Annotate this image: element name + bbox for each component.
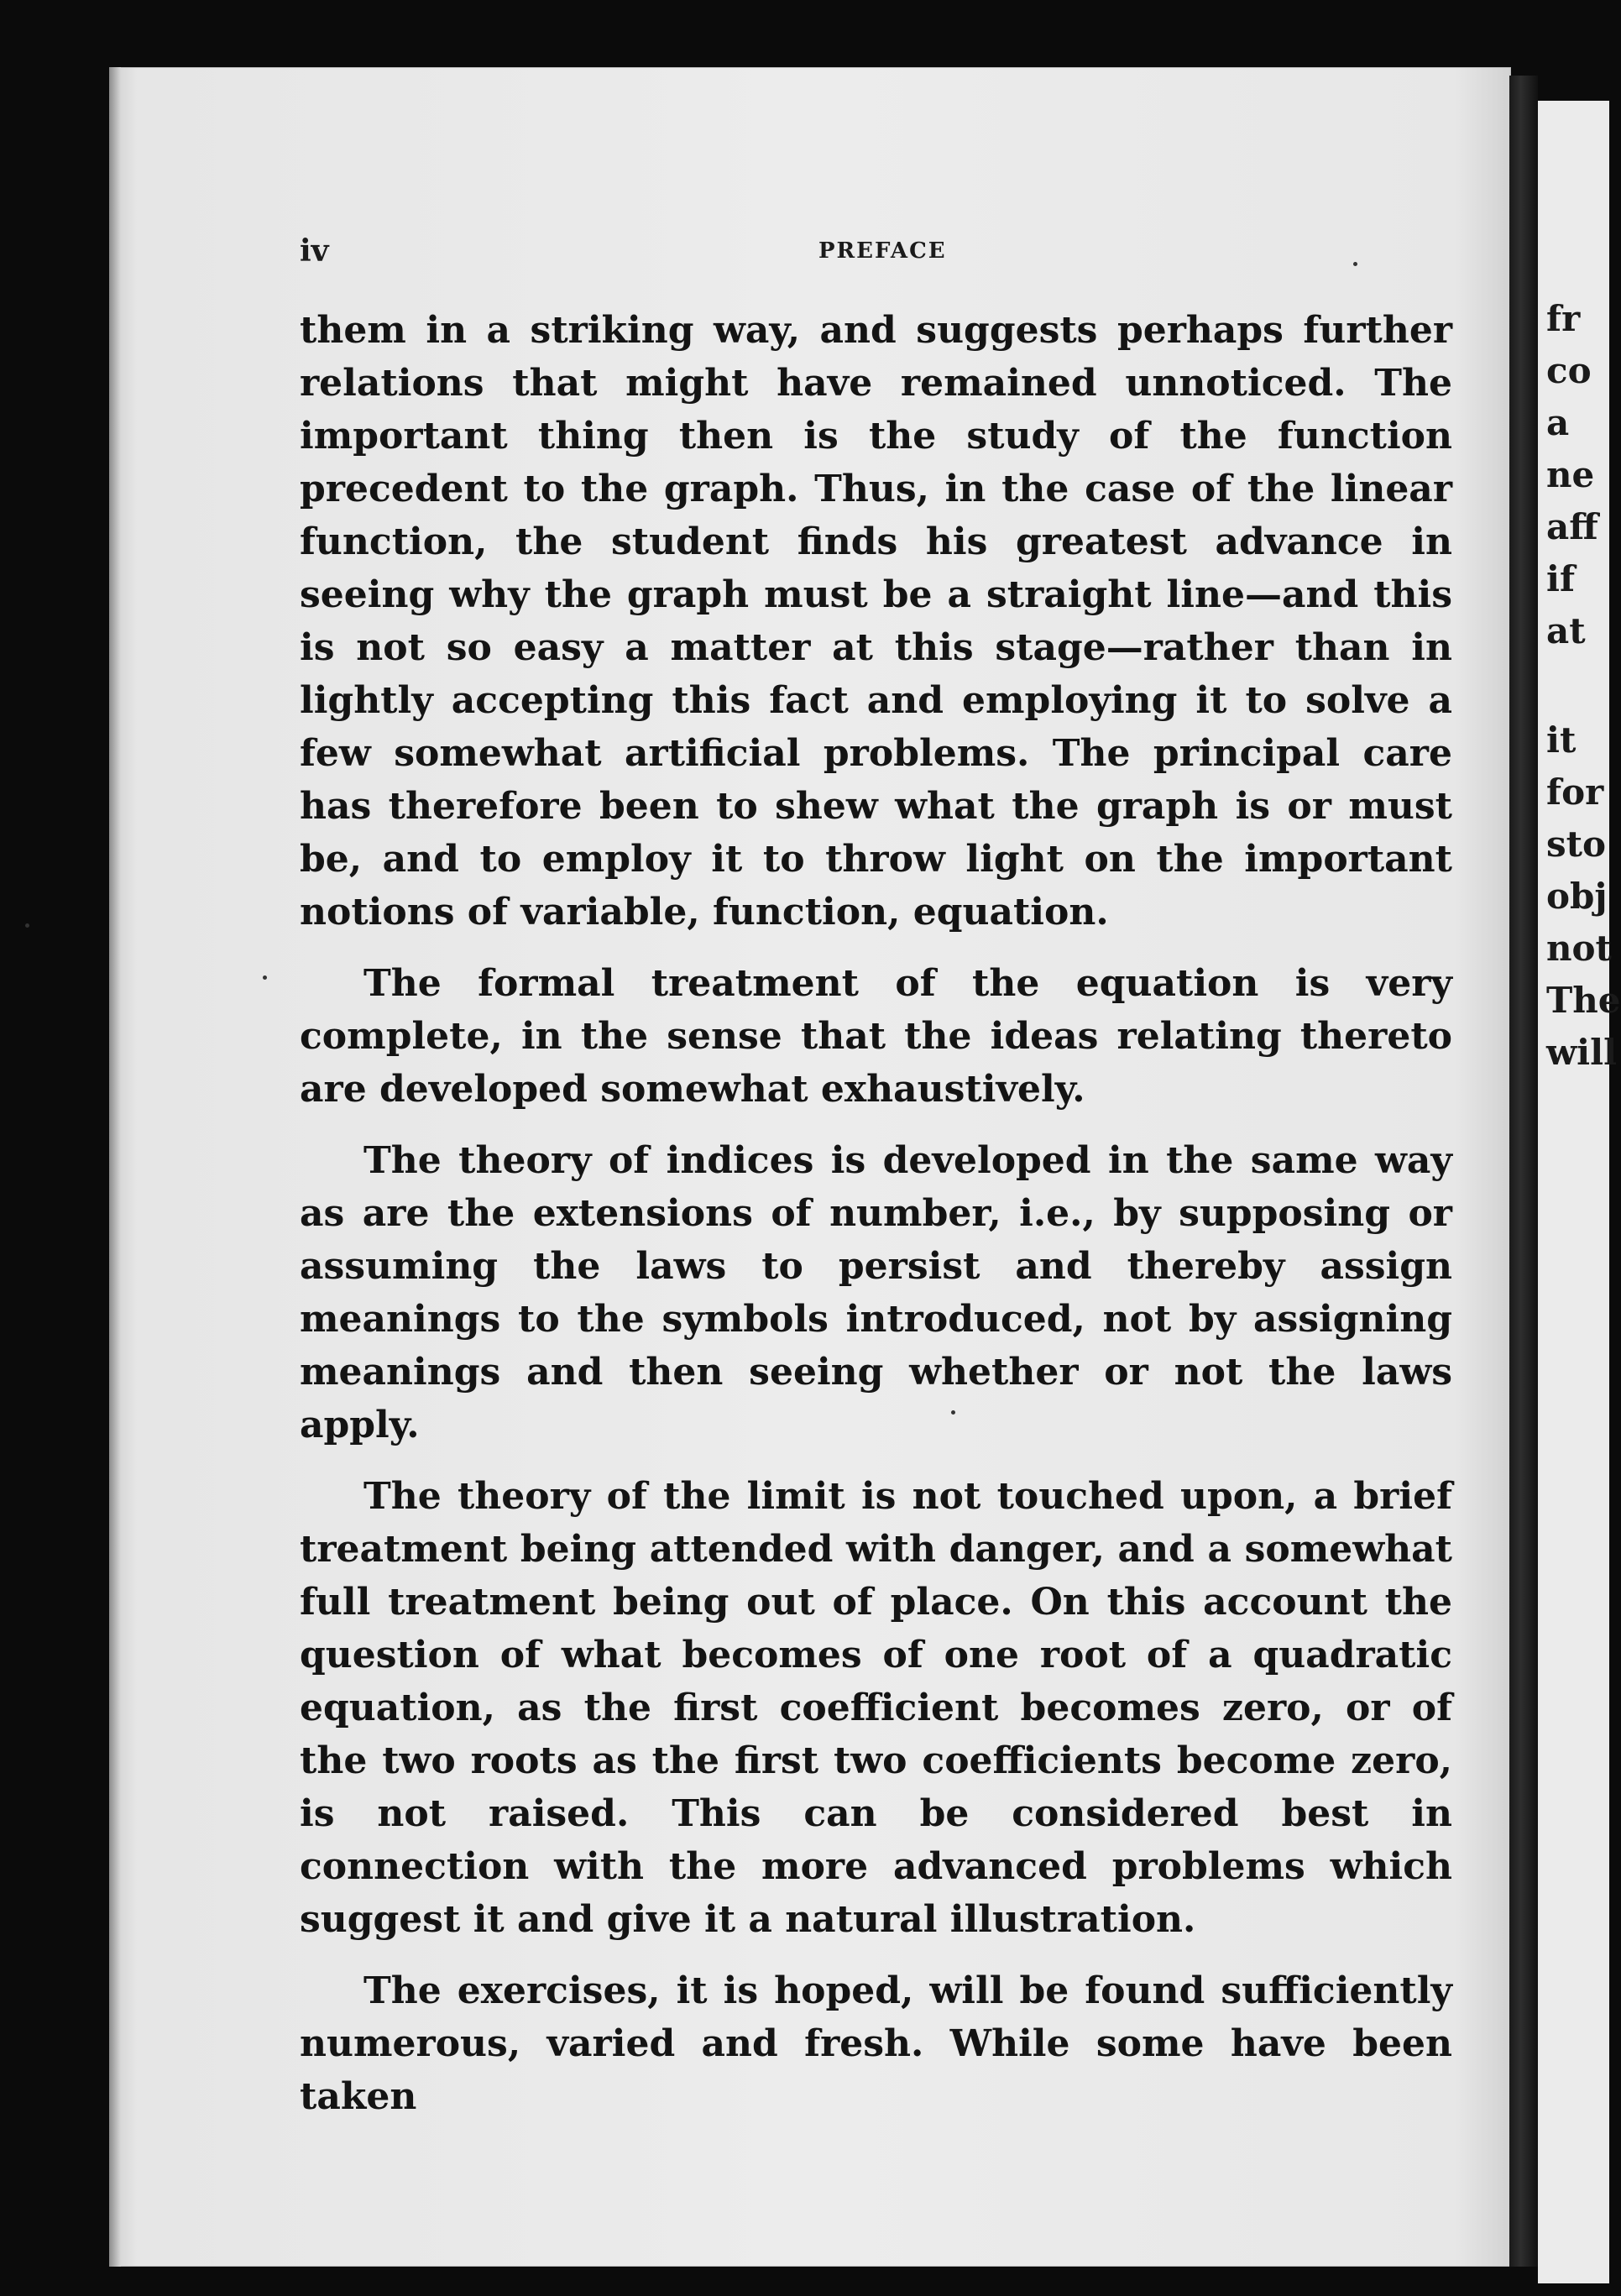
paragraph: The theory of indices is developed in the same way as are the extensions of number, i.e., by supposing or assuming the laws to persist and thereby assign meanings to the symbols introduced, not by assigning meanings and then seeing whether or not the laws apply.	[300, 1139, 1452, 1446]
adjacent-page-fragment: ne	[1546, 454, 1595, 495]
adjacent-page-fragment: a	[1546, 402, 1570, 443]
adjacent-page-strip	[1538, 101, 1621, 2283]
adjacent-page-fragment: sto	[1546, 824, 1607, 865]
adjacent-page-fragment: aff	[1546, 506, 1598, 547]
scan-speck	[951, 1410, 955, 1415]
adjacent-page-fragment: fr	[1546, 298, 1581, 339]
adjacent-page-fragment: will	[1546, 1032, 1618, 1073]
page-number: iv	[300, 233, 329, 269]
running-title: PREFACE	[818, 238, 947, 264]
adjacent-page-fragment: if	[1546, 558, 1576, 599]
scan-speck	[25, 923, 29, 928]
paragraph: them in a striking way, and suggests perhaps further relations that might have remained unnoticed. The important thing then is the study of the function precedent to the graph. Thus, in the case of the linear function, the student finds his greatest advance in seeing why the graph must be a straight line—and this is not so easy a matter at this stage—rather than in lightly accepting this fact and employing it to solve a few somewhat artificial problems. The principal care has therefore been to shew what the graph is or must be, and to employ it to throw light on the important notions of variable, function, equation.	[300, 309, 1452, 934]
page-edge-shadow	[109, 67, 121, 2267]
page-header	[300, 233, 1452, 275]
book-gutter	[1509, 76, 1538, 2267]
body-text	[300, 304, 1452, 2123]
adjacent-page-fragment: co	[1546, 350, 1592, 391]
adjacent-page-fragment: it	[1546, 719, 1577, 761]
adjacent-page-fragment: at	[1546, 610, 1586, 651]
adjacent-page-fragment: not	[1546, 928, 1612, 969]
adjacent-page-fragment: The	[1546, 980, 1621, 1021]
scan-speck	[263, 975, 267, 980]
paragraph: The formal treatment of the equation is very complete, in the sense that the ideas relating thereto are developed somewhat exhaustively.	[300, 962, 1452, 1111]
paragraph: The exercises, it is hoped, will be found sufficiently numerous, varied and fresh. While some have been taken	[300, 1969, 1452, 2118]
adjacent-page-fragment: obj	[1546, 876, 1608, 917]
paragraph: The theory of the limit is not touched upon, a brief treatment being attended with danger, and a somewhat full treatment being out of place. On this account the question of what becomes of one root of a quadratic equation, as the first coefficient becomes zero, or of the two roots as the first two coefficients become zero, is not raised. This can be considered best in connection with the more advanced problems which suggest it and give it a natural illustration.	[300, 1475, 1452, 1941]
scan-speck	[1353, 262, 1357, 266]
adjacent-page-fragment: for	[1546, 771, 1604, 813]
